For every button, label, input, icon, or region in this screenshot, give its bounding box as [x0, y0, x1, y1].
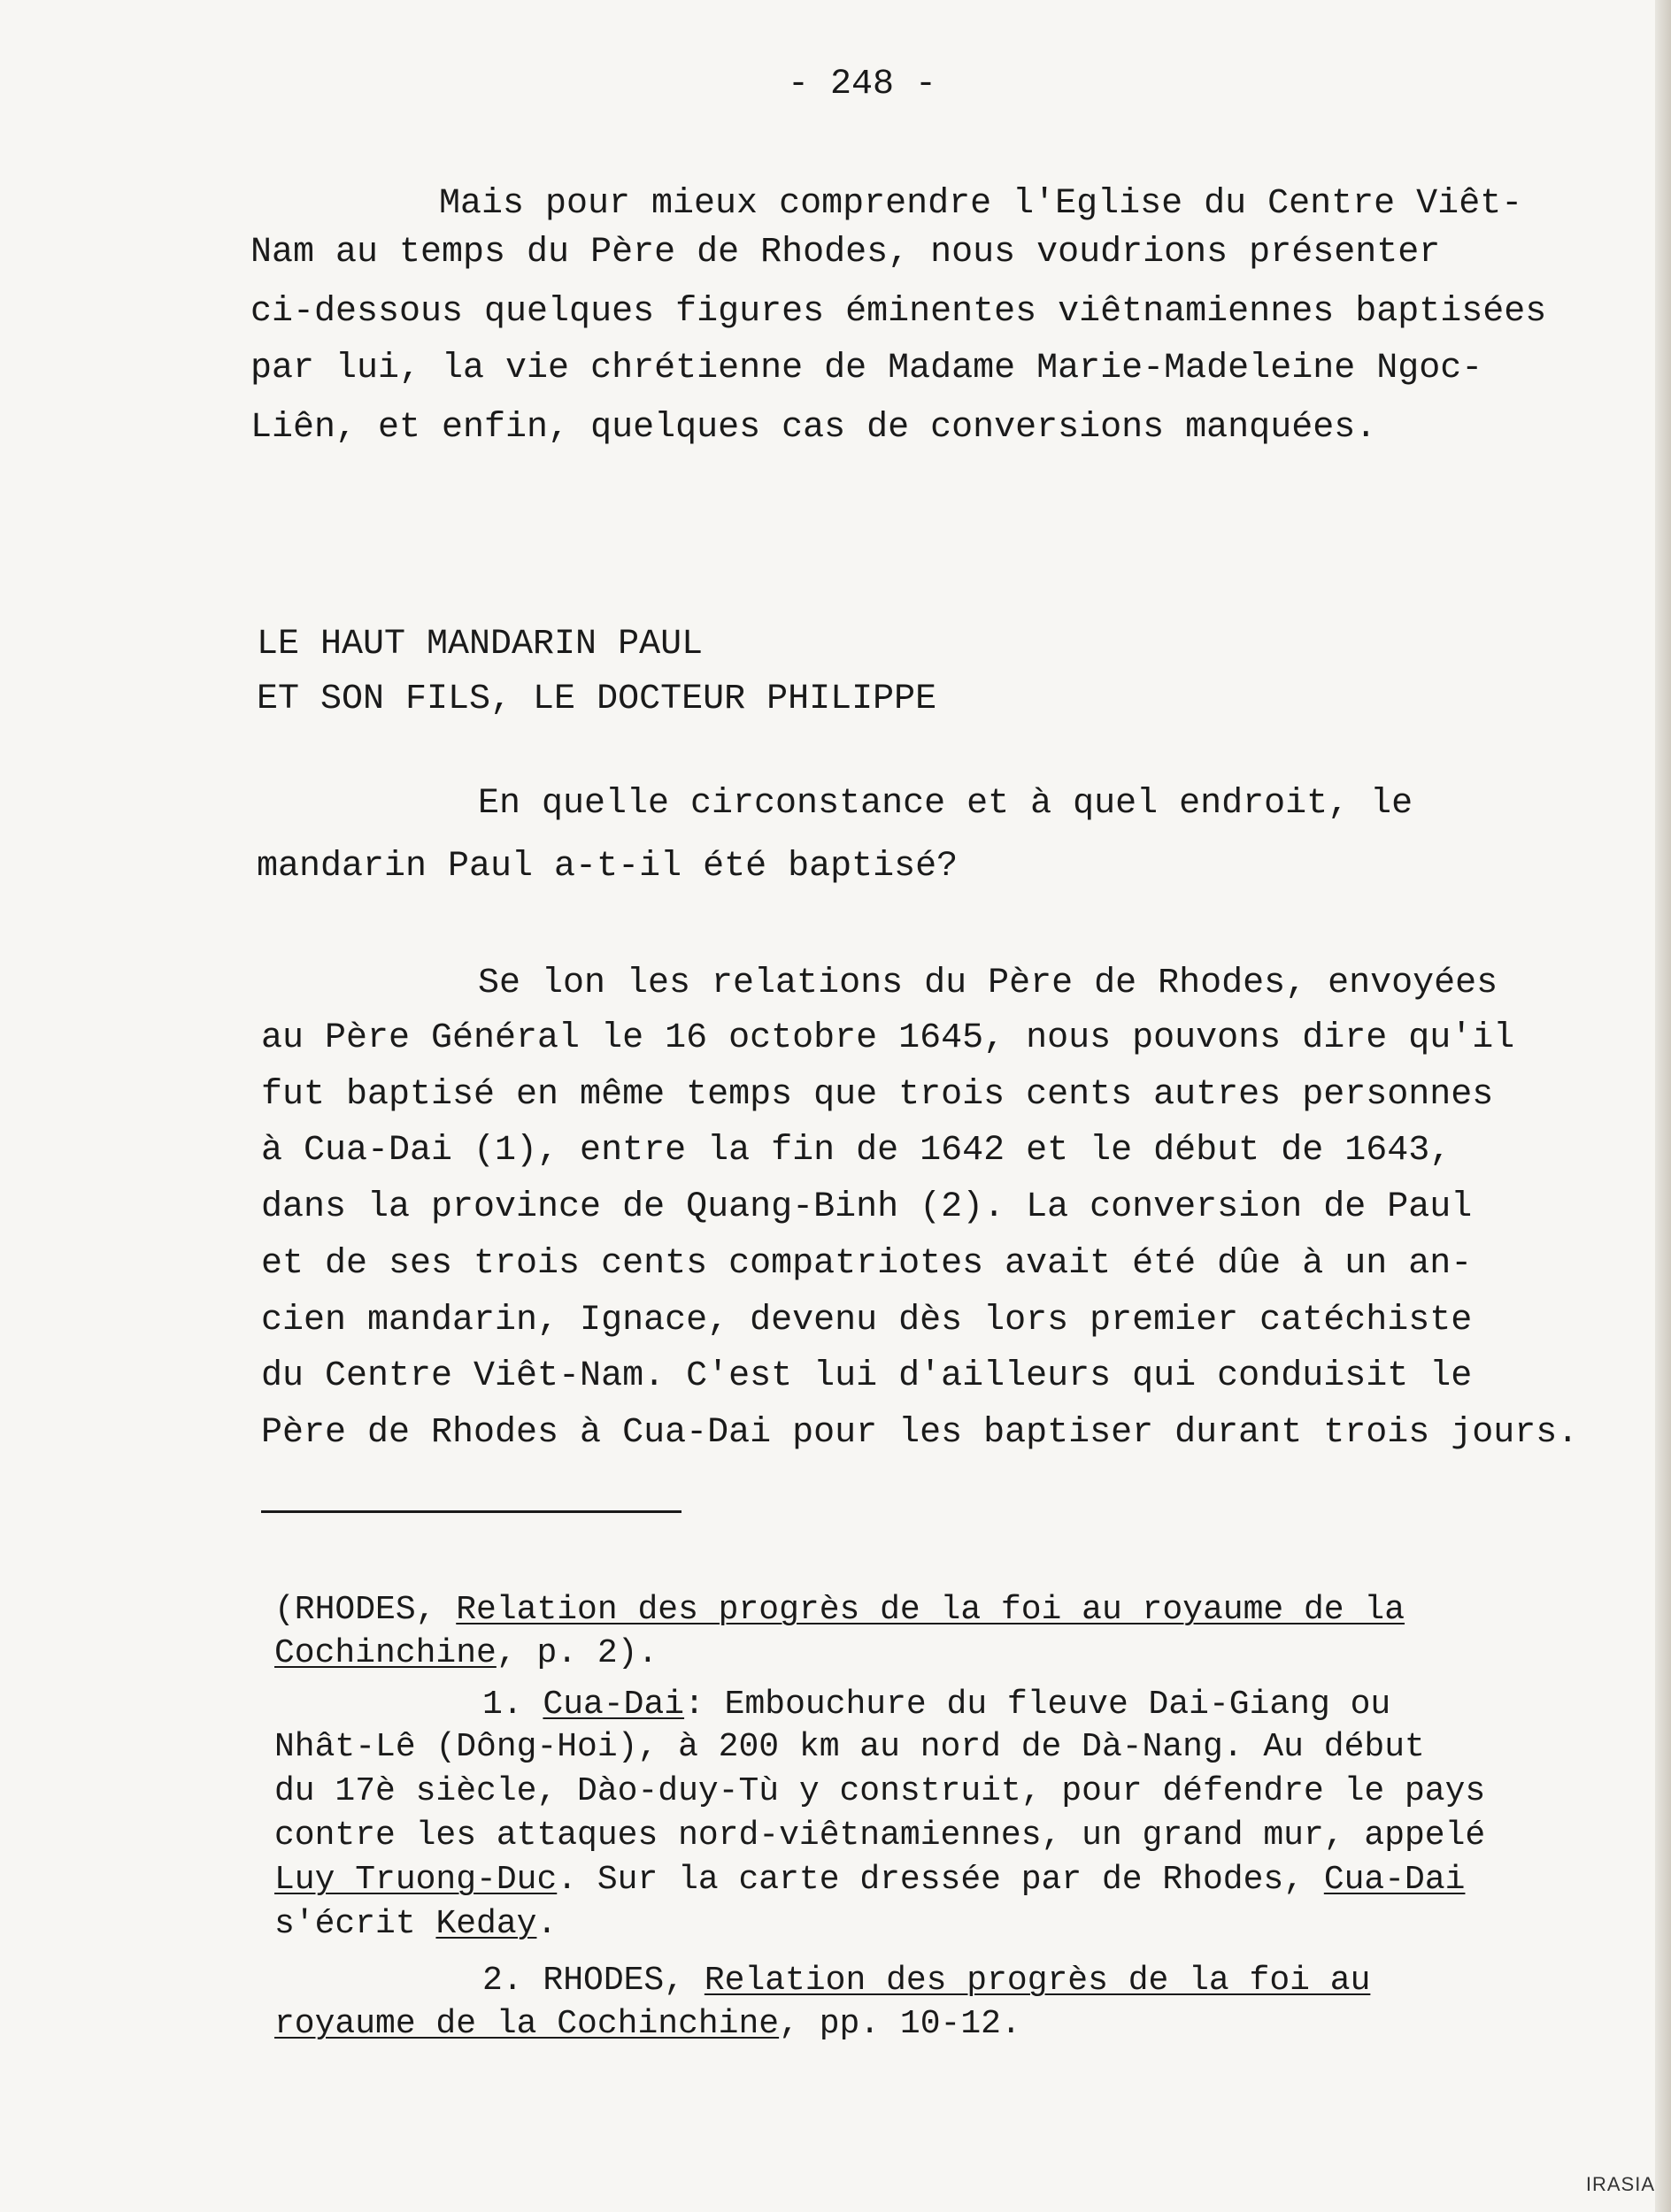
footnote-text: s'écrit: [274, 1905, 436, 1943]
footnote-term: Cua-Dai: [543, 1686, 685, 1724]
section-heading: LE HAUT MANDARIN PAUL: [257, 625, 704, 664]
footnote-1-line: contre les attaques nord-viêtnamiennes, un grand mur, appelé: [274, 1816, 1486, 1855]
ref-title: Relation des progrès de la foi au royaume de la: [456, 1591, 1405, 1629]
footnote-text: . Sur la carte dressée par de Rhodes,: [557, 1861, 1324, 1899]
footnote-number: 1.: [482, 1686, 543, 1724]
intro-line: Liên, et enfin, quelques cas de conversions manquées.: [250, 408, 1377, 448]
ref-open: (RHODES,: [274, 1591, 457, 1629]
watermark: IRASIA: [1585, 2173, 1655, 2195]
intro-line: ci-dessous quelques figures éminentes viêtnamiennes baptisées: [250, 292, 1547, 332]
footnote-text: 2. RHODES,: [482, 1962, 705, 2000]
footnote-text: .: [536, 1905, 558, 1943]
body-line: Se lon les relations du Père de Rhodes, envoyées: [478, 964, 1498, 1003]
page-number: - 248 -: [788, 65, 937, 104]
page-edge: [1655, 0, 1671, 2212]
intro-line: par lui, la vie chrétienne de Madame Marie-Madeleine Ngoc-: [250, 349, 1483, 388]
footnote-1: [482, 1686, 1390, 1724]
ref-close: , p. 2).: [496, 1634, 658, 1672]
footnote-1-line: du 17è siècle, Dào-duy-Tù y construit, pour défendre le pays: [274, 1772, 1486, 1810]
footnote-1-line: [274, 1905, 557, 1944]
footnote-text: : Embouchure du fleuve Dai-Giang ou: [684, 1686, 1391, 1724]
footnote-title: Relation des progrès de la foi au: [704, 1962, 1371, 2000]
question-line: mandarin Paul a-t-il été baptisé?: [257, 847, 959, 887]
body-line: au Père Général le 16 octobre 1645, nous pouvons dire qu'il: [261, 1018, 1515, 1058]
footnote-term: Cua-Dai: [1323, 1861, 1466, 1899]
section-heading: ET SON FILS, LE DOCTEUR PHILIPPE: [257, 680, 937, 719]
body-line: et de ses trois cents compatriotes avait été dûe à un an-: [261, 1244, 1473, 1284]
body-line: dans la province de Quang-Binh (2). La conversion de Paul: [261, 1187, 1473, 1227]
footnote-1-line: [274, 1861, 1465, 1900]
footnote-text: , pp. 10-12.: [779, 2005, 1021, 2043]
question-line: En quelle circonstance et à quel endroit, le: [478, 784, 1413, 824]
intro-line: Nam au temps du Père de Rhodes, nous voudrions présenter: [250, 233, 1441, 273]
body-line: fut baptisé en même temps que trois cents autres personnes: [261, 1075, 1494, 1115]
footnote-2: [482, 1962, 1370, 2001]
footnote-reference: [274, 1591, 1405, 1630]
footnote-1-line: Nhât-Lê (Dông-Hoi), à 200 km au nord de Dà-Nang. Au début: [274, 1728, 1425, 1766]
footnote-2-line: [274, 2005, 1021, 2044]
body-line: du Centre Viêt-Nam. C'est lui d'ailleurs qui conduisit le: [261, 1356, 1473, 1396]
intro-line: Mais pour mieux comprendre l'Eglise du Centre Viêt-: [439, 184, 1523, 224]
body-line: Père de Rhodes à Cua-Dai pour les baptiser durant trois jours.: [261, 1413, 1579, 1453]
ref-title: Cochinchine: [274, 1634, 497, 1672]
footnote-reference-cont: [274, 1634, 658, 1673]
body-line: à Cua-Dai (1), entre la fin de 1642 et le début de 1643,: [261, 1131, 1452, 1171]
footnote-title: royaume de la Cochinchine: [274, 2005, 780, 2043]
footnote-term: Keday: [435, 1905, 537, 1943]
footnote-term: Luy Truong-Duc: [274, 1861, 558, 1899]
footnote-separator: [261, 1510, 681, 1513]
body-line: cien mandarin, Ignace, devenu dès lors premier catéchiste: [261, 1301, 1473, 1340]
